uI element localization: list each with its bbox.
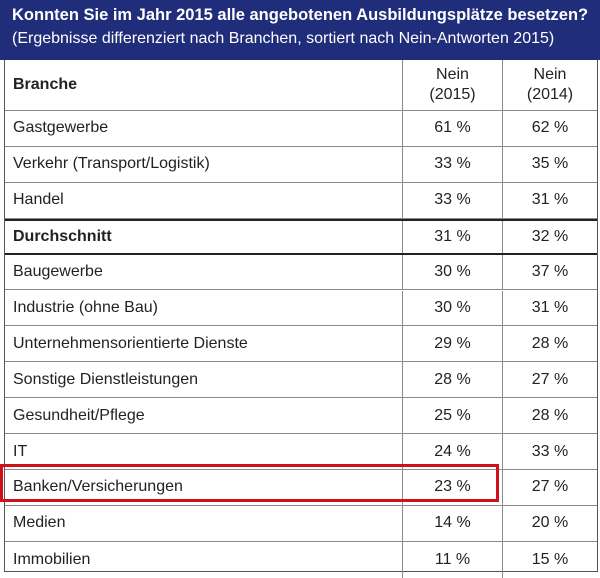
cell-branche: IT [13, 442, 28, 460]
cell-nein-2014: 33 % [502, 434, 597, 469]
cell-branche: Verkehr (Transport/Logistik) [13, 155, 210, 173]
cell-nein-2015: 30 % [402, 255, 502, 290]
table-subtitle: (Ergebnisse differenziert nach Branchen, sortiert nach Nein-Antworten 2015) [12, 30, 555, 47]
table-row [5, 470, 597, 506]
table-head-row [5, 60, 597, 111]
table-title: Konnten Sie im Jahr 2015 alle angebotenen Ausbildungsplätze besetzen? [12, 6, 589, 24]
column-header-nein-2014 [502, 60, 597, 110]
table-row [5, 147, 597, 183]
cell-nein-2014: 20 % [502, 506, 597, 541]
cell-nein-2014: 62 % [502, 111, 597, 146]
table-row [5, 362, 597, 398]
cell-nein-2015: 28 % [402, 362, 502, 397]
table-row [5, 506, 597, 542]
cell-branche: Gesundheit/Pflege [13, 406, 145, 424]
cell-nein-2014: 31 % [502, 183, 597, 218]
cell-nein-2015: 14 % [402, 506, 502, 541]
cell-branche: Banken/Versicherungen [13, 478, 183, 496]
table-row [5, 183, 597, 219]
column-header-nein-2015 [402, 60, 502, 110]
cell-branche: Sonstige Dienstleistungen [13, 370, 199, 388]
cell-nein-2015: 11 % [402, 542, 502, 578]
table-row [5, 398, 597, 434]
cell-nein-2015: 25 % [402, 398, 502, 433]
cell-nein-2014: 37 % [502, 255, 597, 290]
table-row [5, 255, 597, 291]
cell-branche: Durchschnitt [13, 227, 112, 245]
cell-nein-2015: 24 % [402, 434, 502, 469]
cell-branche: Baugewerbe [13, 263, 103, 281]
cell-nein-2015: 30 % [402, 291, 502, 326]
column-header-nein-2014-line1: Nein [533, 66, 567, 83]
cell-nein-2015: 23 % [402, 470, 502, 505]
table-row [5, 326, 597, 362]
cell-nein-2014: 28 % [502, 326, 597, 361]
cell-nein-2015: 31 % [402, 221, 502, 253]
table-row [5, 542, 597, 578]
table-header-banner [0, 0, 600, 60]
cell-nein-2015: 33 % [402, 183, 502, 218]
table-row [5, 291, 597, 327]
table-row [5, 434, 597, 470]
cell-nein-2015: 33 % [402, 147, 502, 182]
cell-nein-2014: 27 % [502, 362, 597, 397]
cell-nein-2015: 61 % [402, 111, 502, 146]
cell-branche: Industrie (ohne Bau) [13, 298, 158, 316]
cell-branche: Medien [13, 514, 66, 532]
column-header-nein-2015-line2: (2015) [429, 86, 476, 103]
cell-nein-2014: 32 % [502, 221, 597, 253]
cell-nein-2014: 28 % [502, 398, 597, 433]
cell-branche: Handel [13, 191, 64, 209]
column-header-branche: Branche [13, 76, 78, 93]
column-header-nein-2015-line1: Nein [436, 66, 469, 83]
table-row [5, 111, 597, 147]
cell-nein-2014: 35 % [502, 147, 597, 182]
cell-nein-2014: 15 % [502, 542, 597, 578]
table-row [5, 219, 597, 255]
cell-branche: Immobilien [13, 550, 91, 568]
data-table [4, 60, 598, 572]
cell-branche: Unternehmensorientierte Dienste [13, 334, 248, 352]
column-header-nein-2014-line2: (2014) [526, 86, 574, 103]
cell-branche: Gastgewerbe [13, 119, 109, 137]
cell-nein-2014: 27 % [502, 470, 597, 505]
cell-nein-2014: 31 % [502, 291, 597, 326]
cell-nein-2015: 29 % [402, 326, 502, 361]
